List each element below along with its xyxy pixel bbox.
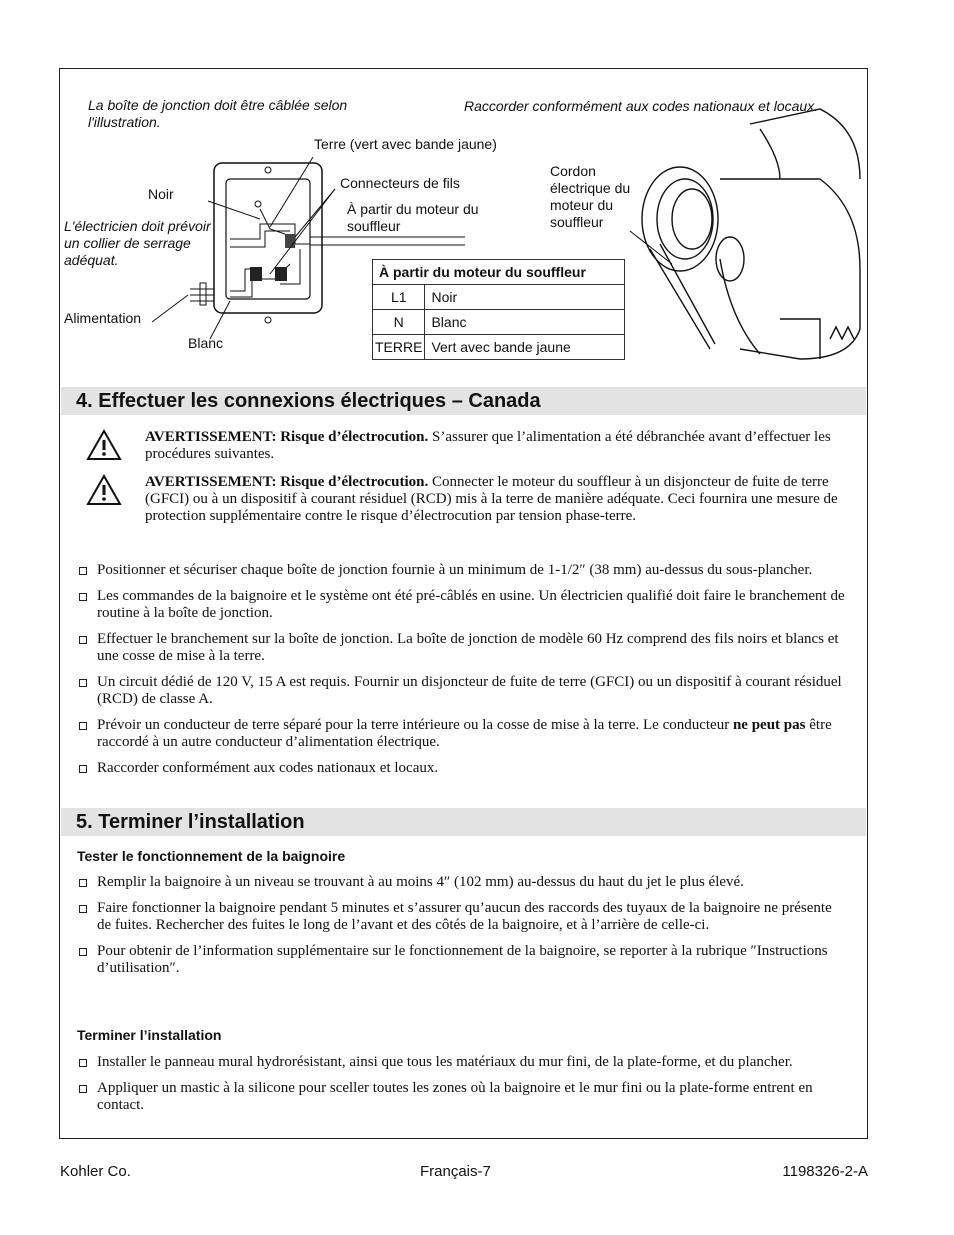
list-item: Un circuit dédié de 120 V, 15 A est requis. Fournir un disjoncteur de fuite de terre (GFCI) ou un dispositif à courant résiduel (RCD) de classe A. — [78, 674, 848, 708]
power-label: Alimentation — [64, 310, 142, 326]
square-bullet-icon — [79, 679, 87, 687]
subheading-finish-install: Terminer l’installation — [77, 1027, 222, 1043]
warning-triangle-icon — [86, 474, 122, 506]
finish-steps — [78, 1054, 848, 1123]
warning-block-2 — [86, 474, 856, 525]
white-wire-label: Blanc — [188, 335, 224, 351]
wire-color: Noir — [425, 285, 625, 310]
list-item: Prévoir un conducteur de terre séparé pour la terre intérieure ou la cosse de mise à la terre. Le conducteur ne peut pas être raccordé à un autre conducteur d’alimentation électrique. — [78, 717, 848, 751]
square-bullet-icon — [79, 593, 87, 601]
wire-code: L1 — [373, 285, 425, 310]
from-blower-label: À partir du moteur du souffleur — [347, 201, 479, 234]
wire-color: Vert avec bande jaune — [425, 335, 625, 360]
test-steps — [78, 874, 848, 986]
warning-text — [145, 474, 856, 525]
wire-color: Blanc — [425, 310, 625, 335]
square-bullet-icon — [79, 765, 87, 773]
warning-label: AVERTISSEMENT: Risque d’électrocution. — [145, 474, 429, 490]
ground-label: Terre (vert avec bande jaune) — [314, 136, 497, 152]
list-item: Remplir la baignoire à un niveau se trouvant à au moins 4″ (102 mm) au-dessus du haut du jet le plus élevé. — [78, 874, 848, 891]
wire-color-table — [372, 259, 625, 360]
subheading-test-operation: Tester le fonctionnement de la baignoire — [77, 848, 346, 864]
black-wire-label: Noir — [148, 186, 174, 202]
list-item: Effectuer le branchement sur la boîte de jonction. La boîte de jonction de modèle 60 Hz comprend des fils noirs et blancs et une cosse de mise à la terre. — [78, 631, 848, 665]
square-bullet-icon — [79, 1059, 87, 1067]
wiring-diagram — [60, 69, 869, 379]
wire-code: N — [373, 310, 425, 335]
square-bullet-icon — [79, 1085, 87, 1093]
table-row — [373, 335, 625, 360]
warning-body: S’assurer que l’alimentation a été débranchée avant d’effectuer les procédures suivantes. — [145, 429, 831, 462]
list-item: Les commandes de la baignoire et le système ont été pré-câblés en usine. Un électricien qualifié doit faire le branchement de routine à la boîte de jonction. — [78, 588, 848, 622]
section-5-heading: 5. Terminer l’installation — [61, 808, 866, 836]
list-item: Appliquer un mastic à la silicone pour sceller toutes les zones où la baignoire et le mur fini ou la plate-forme entrent en contact. — [78, 1080, 848, 1114]
blower-cord-label: Cordon électrique du moteur du souffleur — [550, 163, 631, 230]
content-frame — [59, 68, 868, 1139]
table-header-row — [373, 260, 625, 285]
warning-body: Connecter le moteur du souffleur à un disjoncteur de fuite de terre (GFCI) ou à un dispositif à courant résiduel (RCD) mis à la terre de manière adéquate. Ceci fournira une mesure de protection supplémentaire contre le risque d’électrocution par tension phase-terre. — [145, 474, 838, 524]
warning-text — [145, 429, 856, 463]
wire-code: TERRE — [373, 335, 425, 360]
code-compliance-note: Raccorder conformément aux codes nationaux et locaux. — [464, 98, 819, 114]
square-bullet-icon — [79, 722, 87, 730]
square-bullet-icon — [79, 879, 87, 887]
list-item: Positionner et sécuriser chaque boîte de jonction fournie à un minimum de 1-1/2″ (38 mm) au-dessus du sous-plancher. — [78, 562, 848, 579]
warning-triangle-icon — [86, 429, 122, 461]
square-bullet-icon — [79, 636, 87, 644]
footer-doc-number: 1198326-2-A — [782, 1163, 868, 1180]
electrician-note: L'électricien doit prévoir un collier de serrage adéquat. — [64, 218, 211, 268]
warning-label: AVERTISSEMENT: Risque d’électrocution. — [145, 429, 429, 445]
list-item: Pour obtenir de l’information supplémentaire sur le fonctionnement de la baignoire, se reporter à la rubrique ″Instructions d’utilisation″. — [78, 943, 848, 977]
section-4-steps — [78, 562, 848, 786]
list-item: Raccorder conformément aux codes nationaux et locaux. — [78, 760, 848, 777]
footer-page-number: Français-7 — [420, 1163, 491, 1180]
list-item: Installer le panneau mural hydrorésistant, ainsi que tous les matériaux du mur fini, de la plate-forme, et du plancher. — [78, 1054, 848, 1071]
square-bullet-icon — [79, 948, 87, 956]
list-item: Faire fonctionner la baignoire pendant 5 minutes et s’assurer qu’aucun des raccords des tuyaux de la baignoire ne présente de fuites. Rechercher des fuites le long de l’avant et des côtés de la baignoire, et à l’arrière de celle-ci. — [78, 900, 848, 934]
wiring-note: La boîte de jonction doit être câblée selon l'illustration. — [88, 97, 348, 130]
square-bullet-icon — [79, 567, 87, 575]
footer-company: Kohler Co. — [60, 1163, 131, 1180]
warning-block-1 — [86, 429, 856, 463]
square-bullet-icon — [79, 905, 87, 913]
section-4-heading: 4. Effectuer les connexions électriques – Canada — [61, 387, 866, 415]
table-header: À partir du moteur du souffleur — [373, 260, 625, 285]
table-row — [373, 285, 625, 310]
table-row — [373, 310, 625, 335]
wire-connectors-label: Connecteurs de fils — [340, 175, 460, 191]
